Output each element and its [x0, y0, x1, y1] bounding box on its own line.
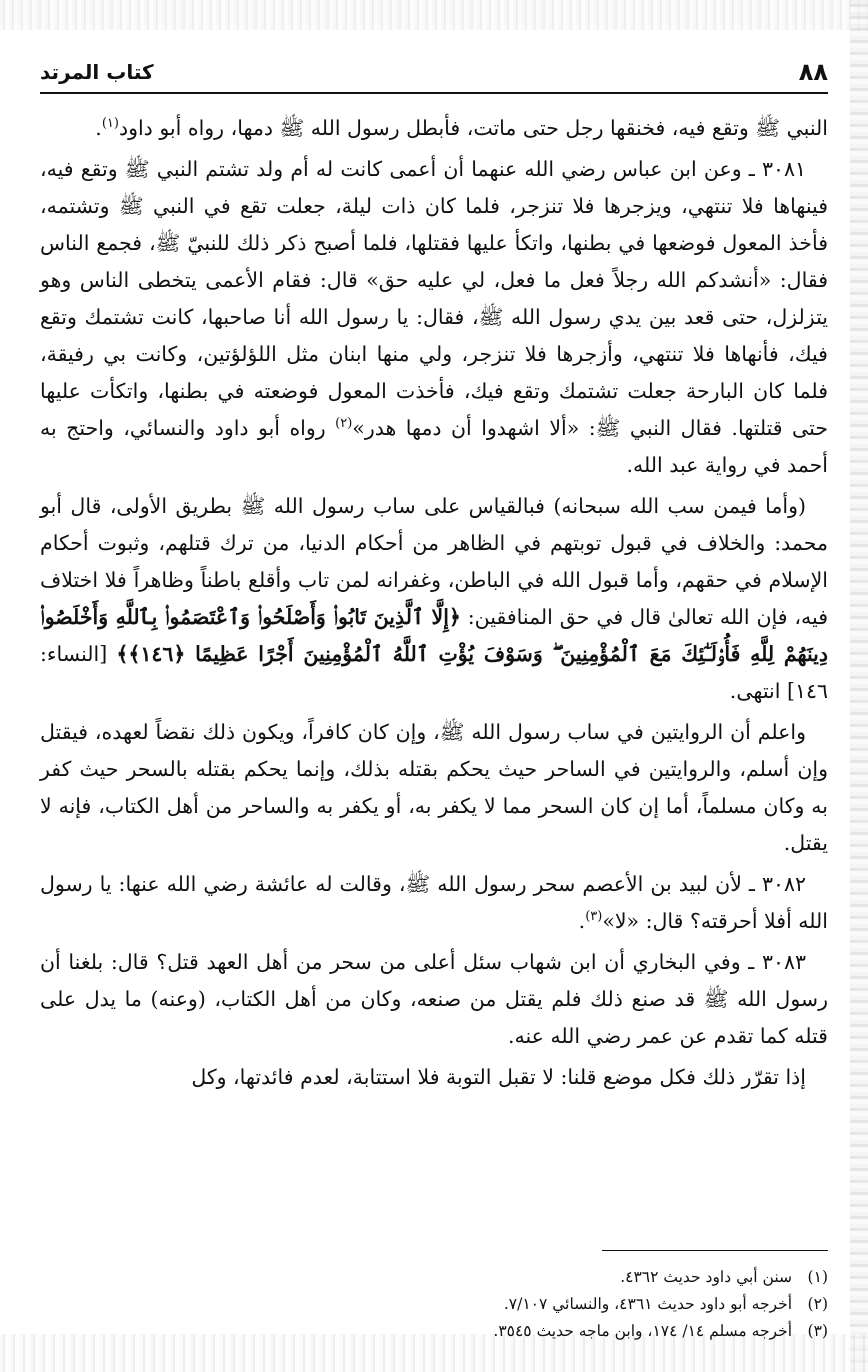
hadith-3083 [40, 944, 828, 1055]
scan-edge-right [850, 0, 868, 1372]
quran-verse: ﴿إِلَّا ٱلَّذِينَ تَابُوا۟ وَأَصْلَحُوا۟ وَٱعْتَصَمُوا۟ بِٱللَّهِ وَأَخْلَصُوا۟ دِينَهُمْ لِلَّهِ فَأُو۟لَـٰٓئِكَ مَعَ ٱلْمُؤْمِنِينَ ۖ وَسَوْفَ يُؤْتِ ٱللَّهُ ٱلْمُؤْمِنِينَ أَجْرًا عَظِيمًا ﴿١٤٦﴾﴾ [40, 605, 828, 666]
paragraph-tail: . [95, 116, 102, 140]
footnote-text: سنن أبي داود حديث ٤٣٦٢. [620, 1268, 792, 1286]
hadith-3082 [40, 866, 828, 940]
paragraph-tail: رواه أبو داود والنسائي، واحتج به أحمد في رواية عبد الله. [40, 416, 828, 477]
footnote-text: أخرجه أبو داود حديث ٤٣٦١، والنسائي ٧/١٠٧. [503, 1295, 792, 1313]
paragraph-text: ٣٠٨٣ ـ وفي البخاري أن ابن شهاب سئل أعلى من سحر من أهل العهد قتل؟ قال: بلغنا أن رسول الله ﷺ قد صنع ذلك فلم يقتل من صنعه، وكان من أهل الكتاب، (وعنه) ما يدل على قتله كما تقدم عن عمر رضي الله عنه. [40, 950, 828, 1048]
paragraph-tail: [النساء: ١٤٦] انتهى. [40, 642, 828, 703]
paragraph-final [40, 1059, 828, 1096]
scan-edge-top [0, 0, 868, 30]
hadith-3081 [40, 151, 828, 484]
footnote-ref-2: (٢) [335, 416, 353, 432]
footnote-ref-1: (١) [101, 116, 119, 132]
footnote-1 [40, 1264, 828, 1291]
paragraph-riwayatayn [40, 714, 828, 862]
footnote-2 [40, 1291, 828, 1318]
paragraph-text: ٣٠٨٢ ـ لأن لبيد بن الأعصم سحر رسول الله ﷺ، وقالت له عائشة رضي الله عنها: يا رسول الله أفلا أحرقته؟ قال: «لا» [40, 872, 828, 933]
footnote-number: (٢) [807, 1295, 828, 1313]
footnote-number: (١) [807, 1268, 828, 1286]
paragraph-text: (وأما فيمن سب الله سبحانه) فبالقياس على ساب رسول الله ﷺ بطريق الأولى، قال أبو محمد: والخلاف في قبول توبتهم في الظاهر من أحكام الدنيا، من ترك قتلهم، وثبوت أحكام الإسلام في حقهم، وأما قبول الله في الباطن، وغفرانه لمن تاب وأقلع باطناً وظاهراً فلا اختلاف فيه، فإن الله تعالىٰ قال في حق المنافقين: [40, 494, 828, 629]
paragraph-continuation [40, 110, 828, 147]
running-title: كتاب المرتد [40, 60, 154, 84]
paragraph-text: واعلم أن الروايتين في ساب رسول الله ﷺ، وإن كان كافراً، ويكون ذلك نقضاً لعهده، فيقتل وإن أسلم، والروايتين في الساحر حيث يحكم بقتله بذلك، وإنما يحكم بقتله بالسحر حيث كفر به وكان مسلماً، أما إن كان السحر مما لا يكفر به، أو يكفر به والساحر من أهل الكتاب، فإنه لا يقتل. [40, 720, 828, 855]
page-header [40, 52, 828, 92]
footnote-list [40, 1264, 828, 1345]
footnote-ref-3: (٣) [585, 909, 603, 925]
paragraph-tail: . [578, 909, 586, 933]
paragraph-text: النبي ﷺ وتقع فيه، فخنقها رجل حتى ماتت، فأبطل رسول الله ﷺ دمها، رواه أبو داود [118, 116, 828, 140]
body-text [40, 110, 828, 1342]
paragraph-text: ٣٠٨١ ـ وعن ابن عباس رضي الله عنهما أن أعمى كانت له أم ولد تشتم النبي ﷺ وتقع فيه، فينهاها فلا تنتهي، ويزجرها فلا تنزجر، فلما كان ذات ليلة، جعلت تقع في النبي ﷺ وتشتمه، فأخذ المعول فوضعها في بطنها، واتكأ عليها فقتلها، فلما أصبح ذكر ذلك للنبيّ ﷺ، فجمع الناس فقال: «أنشدكم الله رجلاً فعل ما فعل، لي عليه حق» قال: فقام الأعمى يتخطى الناس وهو يتزلزل، حتى قعد بين يدي رسول الله ﷺ، فقال: يا رسول الله أنا صاحبها، كانت تشتمك وتقع فيك، فأنهاها فلا تنتهي، وأزجرها فلا تنزجر، ولي منها ابنان مثل اللؤلؤتين، وكانت بي رفيقة، فلما كان البارحة جعلت تشتمك وتقع فيك، فأخذت المعول فوضعته في بطنها، واتكأت عليها حتى قتلتها. فقال النبي ﷺ: «ألا اشهدوا أن دمها هدر» [40, 157, 828, 440]
header-rule [40, 92, 828, 94]
footnotes [40, 1250, 828, 1340]
paragraph-text: إذا تقرّر ذلك فكل موضع قلنا: لا تقبل التوبة فلا استتابة، لعدم فائدتها، وكل [191, 1065, 806, 1089]
footnote-rule [602, 1250, 828, 1251]
page-number: ٨٨ [798, 58, 828, 86]
footnote-number: (٣) [807, 1322, 828, 1340]
footnote-3 [40, 1318, 828, 1345]
footnote-text: أخرجه مسلم ١٤/ ١٧٤، وابن ماجه حديث ٣٥٤٥. [493, 1322, 792, 1340]
paragraph-sab-allah [40, 488, 828, 710]
